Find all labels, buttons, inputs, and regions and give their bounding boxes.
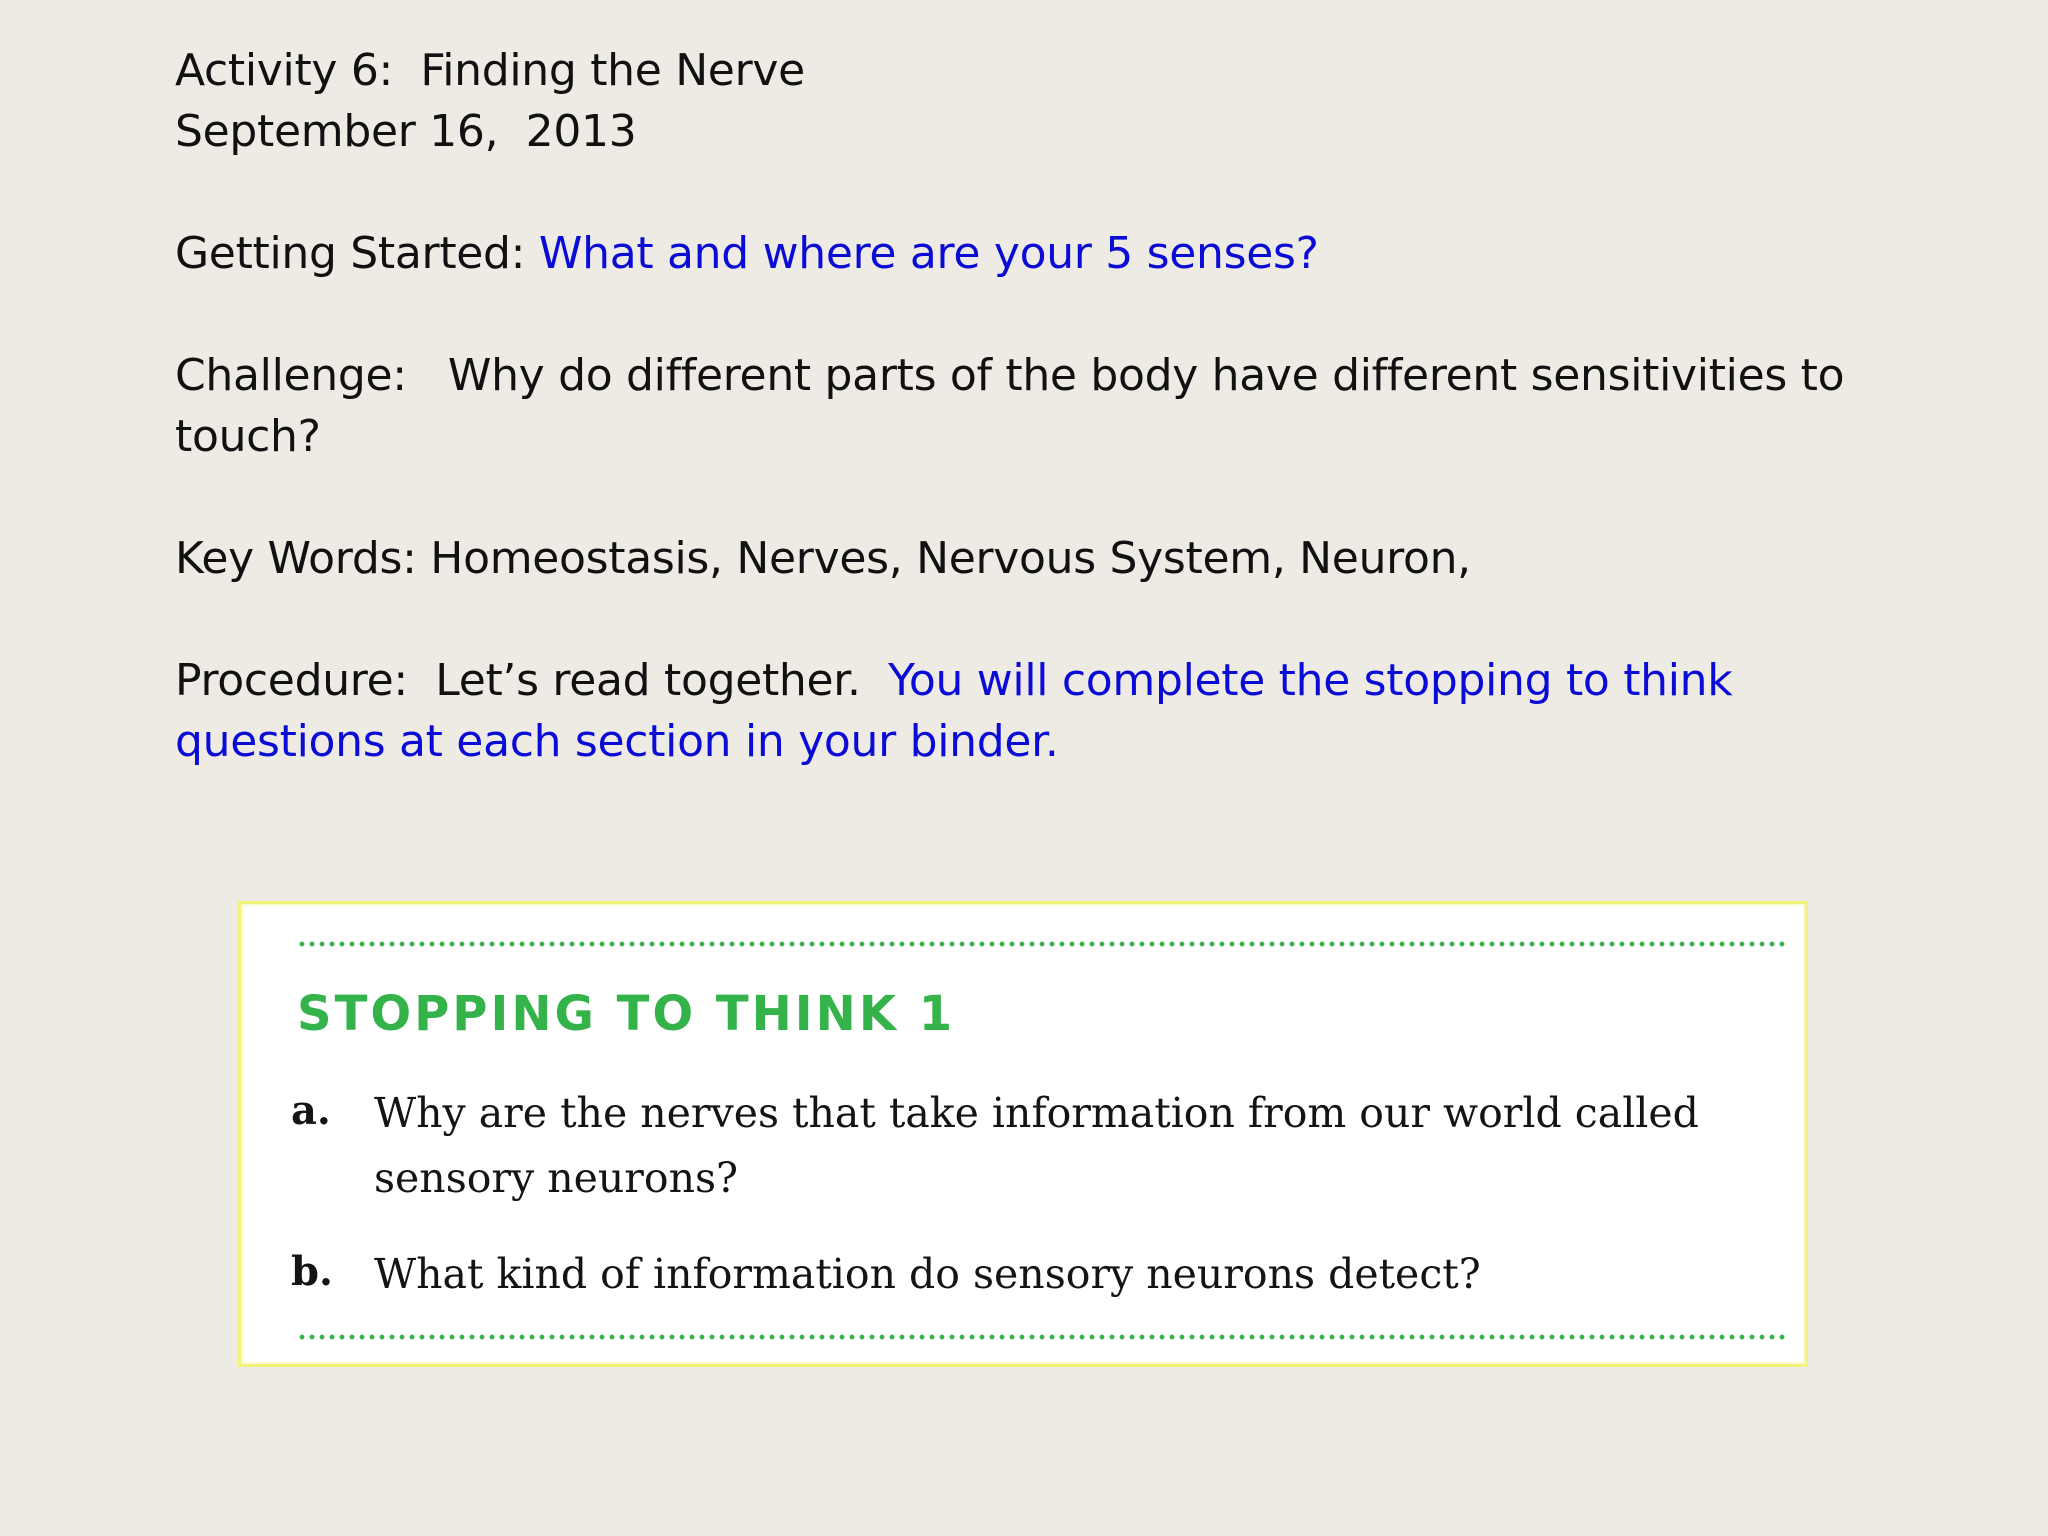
key-words: Key Words: Homeostasis, Nerves, Nervous System, Neuron, [175,533,1471,584]
procedure-label: Procedure: Let’s read together. [175,655,889,706]
challenge-line-2: touch? [175,411,321,462]
question-a-letter: a. [291,1087,331,1134]
question-a-line-1: Why are the nerves that take information from our world called [374,1089,1699,1137]
spacer [175,467,1875,528]
stopping-to-think-title: STOPPING TO THINK 1 [297,986,956,1042]
slide-body [175,40,1875,772]
stopping-to-think-box [238,901,1808,1367]
question-a-line-2: sensory neurons? [374,1154,739,1202]
procedure-instruction-1: You will complete the stopping to think [888,655,1733,706]
spacer [175,162,1875,223]
procedure-line-1 [175,650,1875,711]
getting-started [175,223,1875,284]
procedure-instruction-2: questions at each section in your binder. [175,716,1059,767]
dotted-divider-bottom [297,1334,1785,1340]
question-b-letter: b. [291,1248,333,1295]
spacer [175,284,1875,345]
dotted-divider-top [297,941,1785,947]
activity-date: September 16, 2013 [175,106,637,157]
getting-started-label: Getting Started: [175,228,539,279]
spacer [175,589,1875,650]
getting-started-question: What and where are your 5 senses? [538,228,1319,279]
activity-title: Activity 6: Finding the Nerve [175,45,805,96]
question-b-line-1: What kind of information do sensory neurons detect? [374,1250,1481,1298]
challenge-line-1: Challenge: Why do different parts of the body have different sensitivities to [175,350,1845,401]
